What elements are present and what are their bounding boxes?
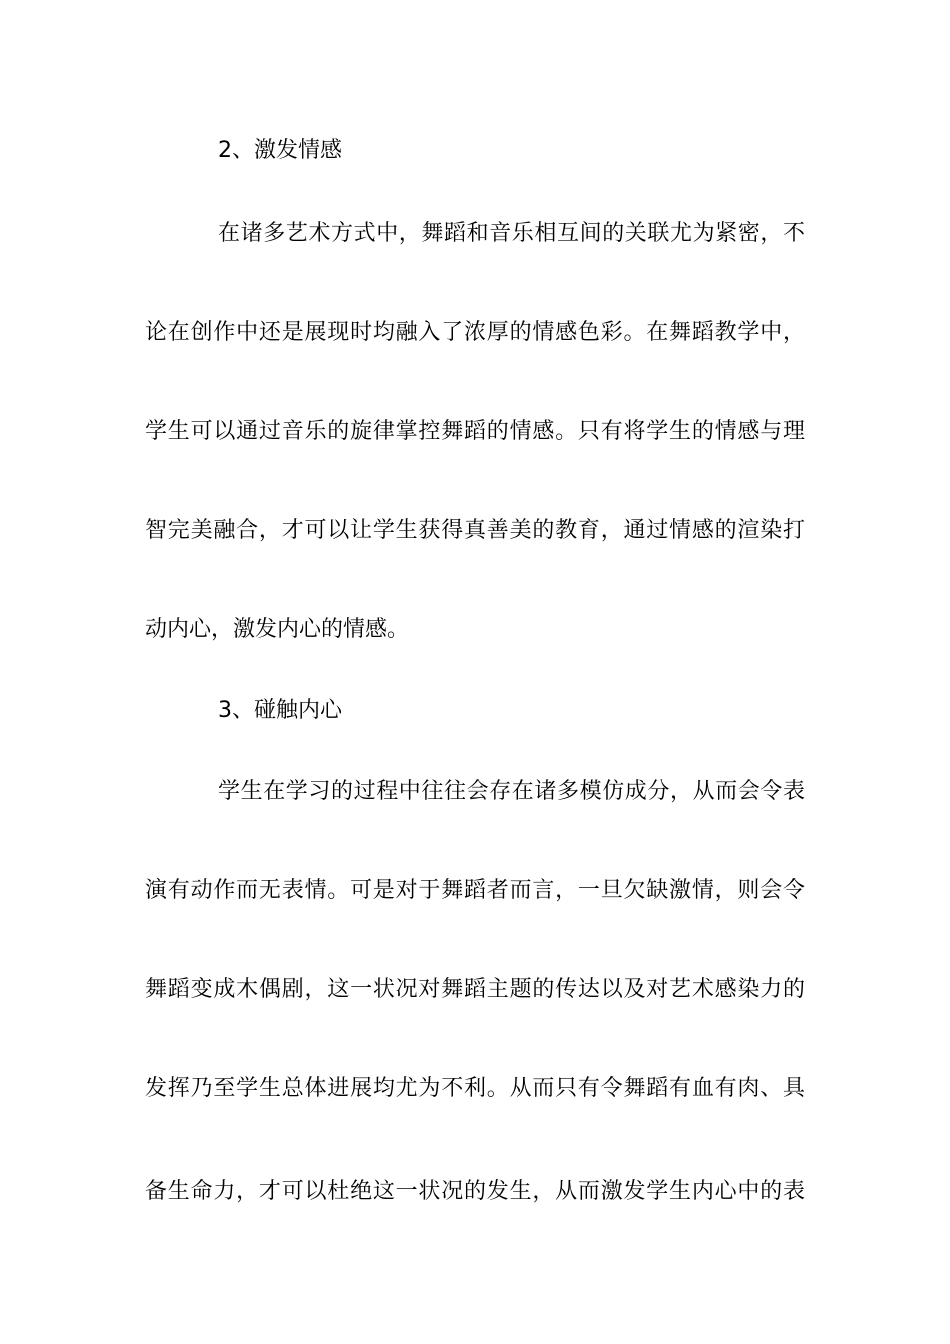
section-heading-2: 2、激发情感 [218,138,342,163]
paragraph-line: 在诸多艺术方式中，舞蹈和音乐相互间的关联尤为紧密，不 [218,221,805,246]
paragraph-line: 学生可以通过音乐的旋律掌控舞蹈的情感。只有将学生的情感与理 [145,419,805,444]
paragraph-line: 论在创作中还是展现时均融入了浓厚的情感色彩。在舞蹈教学中， [145,320,805,345]
paragraph-line: 发挥乃至学生总体进展均尤为不利。从而只有令舞蹈有血有肉、具 [145,1076,805,1101]
paragraph-line: 备生命力，才可以杜绝这一状况的发生，从而激发学生内心中的表 [145,1179,805,1204]
paragraph-line: 舞蹈变成木偶剧，这一状况对舞蹈主题的传达以及对艺术感染力的 [145,977,805,1002]
paragraph-line: 演有动作而无表情。可是对于舞蹈者而言，一旦欠缺激情，则会令 [145,878,805,903]
section-heading-3: 3、碰触内心 [218,698,342,723]
paragraph-line: 学生在学习的过程中往往会存在诸多模仿成分，从而会令表 [218,779,805,804]
paragraph-line: 动内心，激发内心的情感。 [145,617,410,642]
paragraph-line: 智完美融合，才可以让学生获得真善美的教育，通过情感的渲染打 [145,518,805,543]
